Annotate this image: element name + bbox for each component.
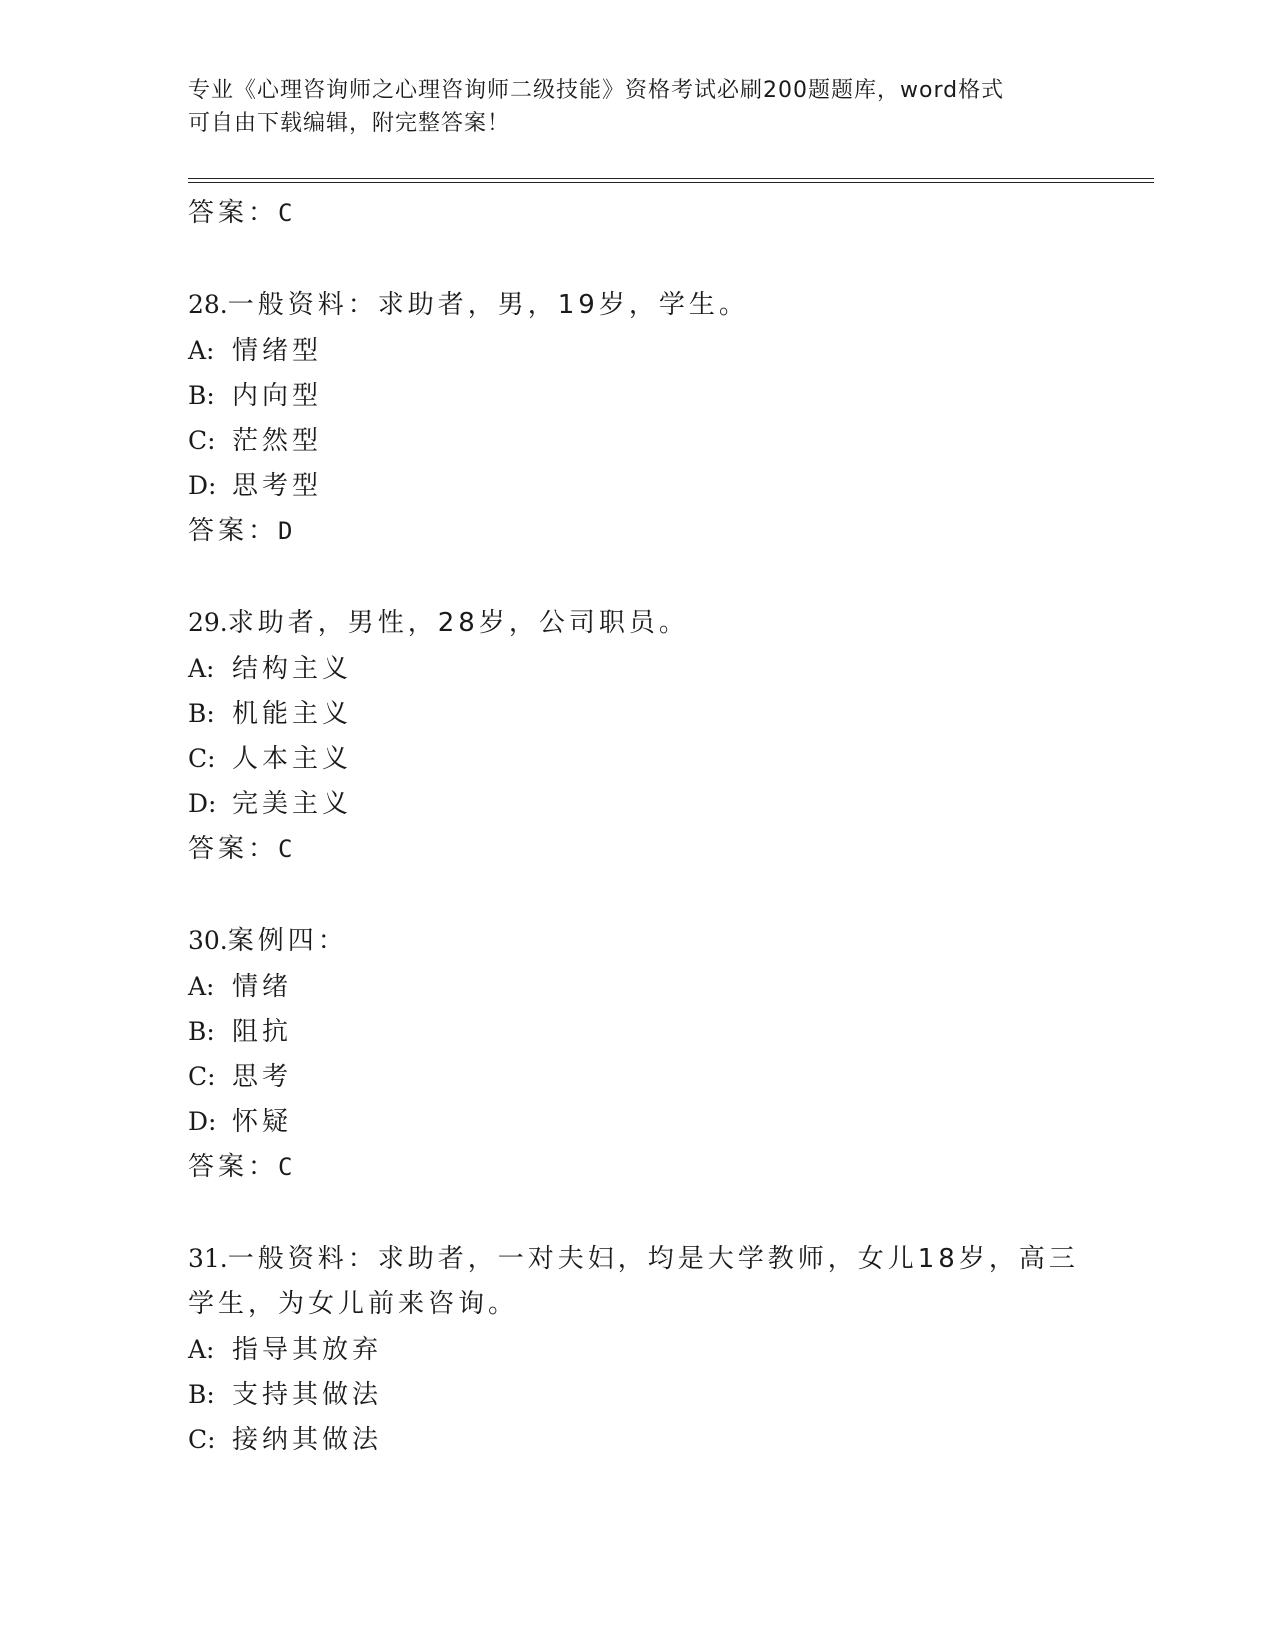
answer-label: 答案：: [188, 1152, 279, 1182]
option-letter: A:: [188, 1335, 215, 1364]
option-text: 指导其放弃: [232, 1335, 383, 1365]
option-letter: C:: [188, 426, 216, 455]
spacer: [188, 872, 1088, 918]
option-text: 茫然型: [232, 426, 323, 456]
spacer: [188, 236, 1088, 282]
option-text: 支持其做法: [232, 1380, 383, 1410]
option-c: [188, 418, 1088, 463]
option-b: [188, 373, 1088, 418]
answer-line: [188, 826, 1088, 872]
option-c: [188, 1417, 1088, 1462]
option-text: 情绪型: [232, 336, 323, 366]
question-text: 求助者，男性，28岁，公司职员。: [227, 608, 689, 638]
answer-value: C: [278, 199, 293, 227]
option-text: 内向型: [232, 381, 323, 411]
answer-label: 答案：: [188, 516, 279, 546]
question-list: [188, 190, 1088, 1462]
option-b: [188, 1372, 1088, 1417]
question-stem-continued: [188, 1282, 1088, 1327]
option-text: 思考型: [232, 471, 323, 501]
answer-value: C: [278, 1153, 293, 1181]
answer-value: D: [278, 517, 293, 545]
option-letter: B:: [188, 381, 215, 410]
answer-line: [188, 1144, 1088, 1190]
option-letter: D:: [188, 789, 217, 818]
option-text: 接纳其做法: [232, 1425, 383, 1455]
question-text: 学生，为女儿前来咨询。: [188, 1289, 519, 1319]
option-c: [188, 736, 1088, 781]
option-text: 阻抗: [232, 1017, 293, 1047]
question-stem: [188, 600, 1088, 646]
option-letter: A:: [188, 972, 215, 1001]
option-text: 结构主义: [232, 654, 353, 684]
answer-label: 答案：: [188, 834, 279, 864]
question-stem: [188, 282, 1088, 328]
option-d: [188, 781, 1088, 826]
answer-line: [188, 508, 1088, 554]
question-number: 29.: [188, 608, 228, 637]
option-letter: A:: [188, 336, 215, 365]
option-d: [188, 1099, 1088, 1144]
option-text: 思考: [232, 1062, 293, 1092]
option-a: [188, 1327, 1088, 1372]
option-b: [188, 1009, 1088, 1054]
question-text: 一般资料：求助者，一对夫妇，均是大学教师，女儿18岁，高三: [227, 1244, 1079, 1274]
option-text: 完美主义: [232, 789, 353, 819]
document-header: [188, 74, 1088, 140]
question-block: [188, 600, 1088, 872]
option-text: 情绪: [232, 972, 293, 1002]
question-block: [188, 282, 1088, 554]
option-letter: B:: [188, 699, 215, 728]
question-number: 30.: [188, 926, 228, 955]
question-text: 案例四：: [227, 926, 348, 956]
option-text: 机能主义: [232, 699, 353, 729]
option-text: 人本主义: [232, 744, 353, 774]
answer-line: [188, 190, 1088, 236]
option-a: [188, 964, 1088, 1009]
option-letter: D:: [188, 1107, 217, 1136]
question-stem: [188, 1236, 1088, 1282]
option-letter: C:: [188, 1062, 216, 1091]
option-letter: C:: [188, 1425, 216, 1454]
header-divider-top: [188, 178, 1154, 179]
spacer: [188, 554, 1088, 600]
question-number: 31.: [188, 1244, 228, 1273]
question-text: 一般资料：求助者，男，19岁，学生。: [227, 290, 749, 320]
option-a: [188, 328, 1088, 373]
question-stem: [188, 918, 1088, 964]
answer-value: C: [278, 835, 293, 863]
header-divider-bottom: [188, 182, 1154, 183]
question-block: [188, 1236, 1088, 1462]
option-letter: B:: [188, 1017, 215, 1046]
option-letter: B:: [188, 1380, 215, 1409]
option-c: [188, 1054, 1088, 1099]
option-text: 怀疑: [232, 1107, 293, 1137]
question-block: [188, 918, 1088, 1190]
option-letter: A:: [188, 654, 215, 683]
spacer: [188, 1190, 1088, 1236]
option-letter: C:: [188, 744, 216, 773]
option-d: [188, 463, 1088, 508]
question-number: 28.: [188, 290, 228, 319]
option-b: [188, 691, 1088, 736]
option-a: [188, 646, 1088, 691]
header-title-line-2: 可自由下载编辑，附完整答案！: [188, 111, 511, 136]
header-title-line-1: 专业《心理咨询师之心理咨询师二级技能》资格考试必刷200题题库，word格式: [188, 78, 1005, 103]
option-letter: D:: [188, 471, 217, 500]
answer-label: 答案：: [188, 198, 279, 228]
